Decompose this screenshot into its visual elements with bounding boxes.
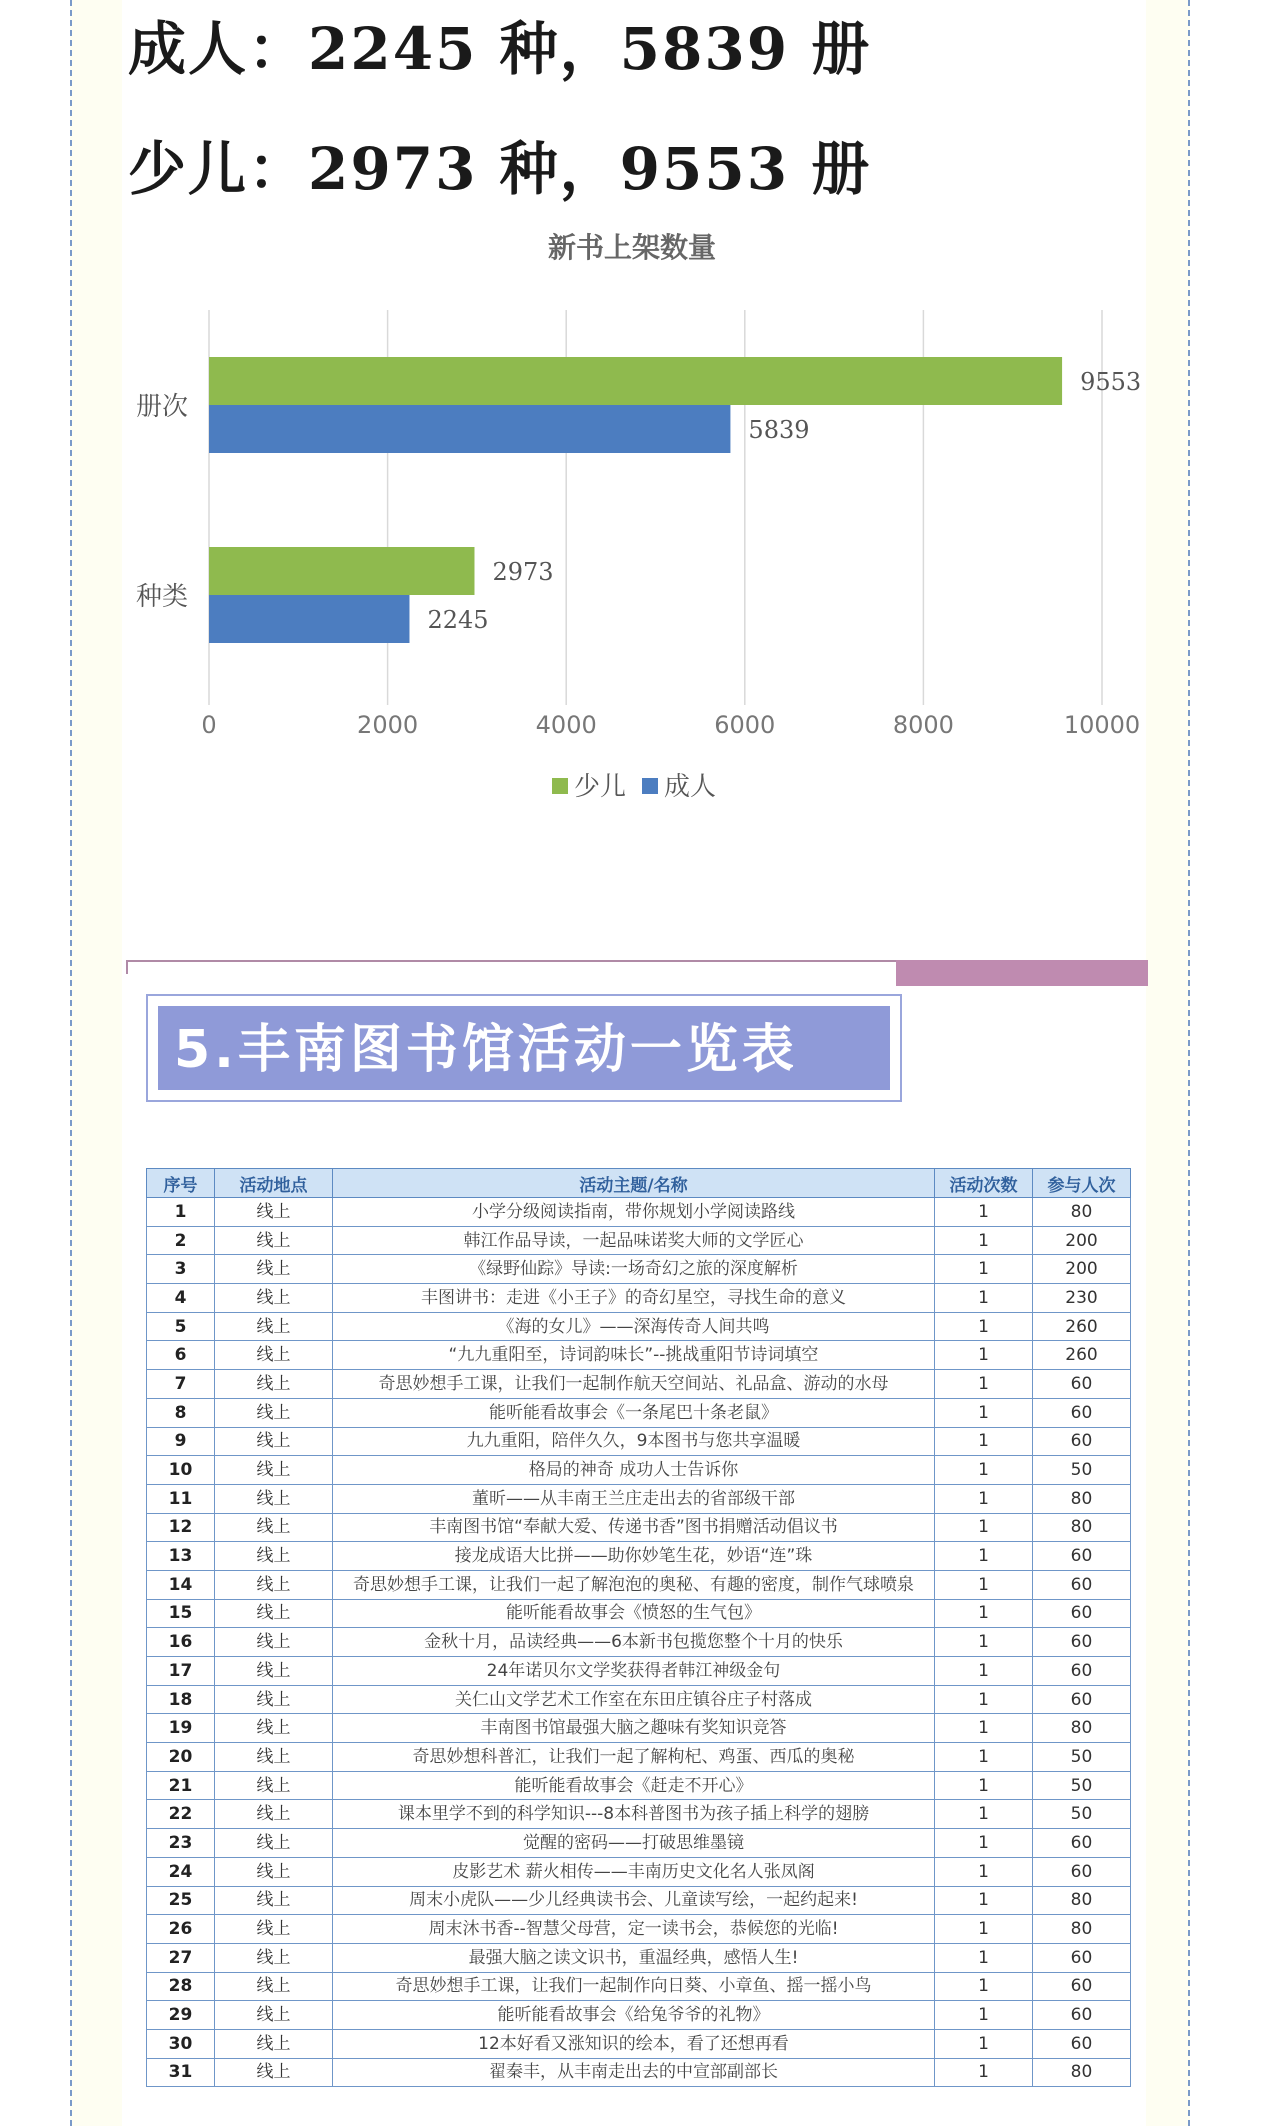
chart-title: 新书上架数量 xyxy=(547,231,717,264)
row-title: 格局的神奇 成功人士告诉你 xyxy=(333,1456,935,1485)
row-participants: 50 xyxy=(1033,1800,1131,1829)
row-index: 29 xyxy=(147,2001,215,2030)
category-label: 册次 xyxy=(135,392,189,422)
bar xyxy=(209,405,730,453)
row-location: 线上 xyxy=(215,1599,333,1628)
child-summary: 少儿：2973 种，9553 册 xyxy=(128,135,872,203)
header-count: 活动次数 xyxy=(935,1169,1033,1198)
bar xyxy=(209,595,409,643)
row-title: 丰南图书馆最强大脑之趣味有奖知识竞答 xyxy=(333,1714,935,1743)
row-index: 31 xyxy=(147,2058,215,2087)
row-title: 《绿野仙踪》导读:一场奇幻之旅的深度解析 xyxy=(333,1255,935,1284)
table-row xyxy=(147,2001,1131,2030)
row-participants: 60 xyxy=(1033,1943,1131,1972)
row-location: 线上 xyxy=(215,1427,333,1456)
row-title: 能听能看故事会《给兔爷爷的礼物》 xyxy=(333,2001,935,2030)
table-row xyxy=(147,2029,1131,2058)
row-location: 线上 xyxy=(215,1284,333,1313)
table-row xyxy=(147,1972,1131,2001)
table-row xyxy=(147,1456,1131,1485)
row-count: 1 xyxy=(935,1943,1033,1972)
row-participants: 60 xyxy=(1033,1857,1131,1886)
table-row xyxy=(147,1800,1131,1829)
row-index: 24 xyxy=(147,1857,215,1886)
header-title: 活动主题/名称 xyxy=(333,1169,935,1198)
row-location: 线上 xyxy=(215,1341,333,1370)
row-title: 周末沐书香--智慧父母营，定一读书会，恭候您的光临! xyxy=(333,1915,935,1944)
row-location: 线上 xyxy=(215,1628,333,1657)
row-participants: 60 xyxy=(1033,1570,1131,1599)
row-participants: 60 xyxy=(1033,1628,1131,1657)
row-index: 12 xyxy=(147,1513,215,1542)
row-count: 1 xyxy=(935,1570,1033,1599)
legend-swatch xyxy=(642,778,658,794)
row-title: 奇思妙想手工课，让我们一起制作向日葵、小章鱼、摇一摇小鸟 xyxy=(333,1972,935,2001)
row-title: 奇思妙想手工课，让我们一起了解泡泡的奥秘、有趣的密度，制作气球喷泉 xyxy=(333,1570,935,1599)
row-count: 1 xyxy=(935,1370,1033,1399)
row-location: 线上 xyxy=(215,2029,333,2058)
x-tick-label: 4000 xyxy=(535,711,597,739)
row-index: 3 xyxy=(147,1255,215,1284)
header-participants: 参与人次 xyxy=(1033,1169,1131,1198)
table-row xyxy=(147,1284,1131,1313)
bar xyxy=(209,357,1062,405)
row-index: 1 xyxy=(147,1198,215,1227)
row-participants: 60 xyxy=(1033,1829,1131,1858)
row-count: 1 xyxy=(935,1226,1033,1255)
row-participants: 60 xyxy=(1033,1370,1131,1399)
legend-swatch xyxy=(552,778,568,794)
row-location: 线上 xyxy=(215,1370,333,1399)
table-row xyxy=(147,1226,1131,1255)
row-count: 1 xyxy=(935,1341,1033,1370)
row-participants: 200 xyxy=(1033,1255,1131,1284)
row-location: 线上 xyxy=(215,1657,333,1686)
row-title: 最强大脑之读文识书，重温经典，感悟人生! xyxy=(333,1943,935,1972)
table-row xyxy=(147,1829,1131,1858)
table-row xyxy=(147,1657,1131,1686)
row-index: 22 xyxy=(147,1800,215,1829)
table-row xyxy=(147,1943,1131,1972)
row-index: 7 xyxy=(147,1370,215,1399)
row-title: 丰南图书馆“奉献大爱、传递书香”图书捐赠活动倡议书 xyxy=(333,1513,935,1542)
row-count: 1 xyxy=(935,1771,1033,1800)
row-participants: 260 xyxy=(1033,1341,1131,1370)
row-count: 1 xyxy=(935,2058,1033,2087)
row-count: 1 xyxy=(935,1743,1033,1772)
row-participants: 260 xyxy=(1033,1312,1131,1341)
row-count: 1 xyxy=(935,1484,1033,1513)
row-title: 周末小虎队——少儿经典读书会、儿童读写绘，一起约起来! xyxy=(333,1886,935,1915)
row-location: 线上 xyxy=(215,1800,333,1829)
section-divider-bar xyxy=(896,960,1148,986)
row-index: 14 xyxy=(147,1570,215,1599)
row-title: 能听能看故事会《愤怒的生气包》 xyxy=(333,1599,935,1628)
row-participants: 80 xyxy=(1033,1915,1131,1944)
table-row xyxy=(147,1312,1131,1341)
row-title: 奇思妙想科普汇，让我们一起了解枸杞、鸡蛋、西瓜的奥秘 xyxy=(333,1743,935,1772)
row-index: 16 xyxy=(147,1628,215,1657)
adult-summary: 成人：2245 种，5839 册 xyxy=(128,15,872,83)
table-row xyxy=(147,1255,1131,1284)
row-location: 线上 xyxy=(215,1886,333,1915)
row-title: 能听能看故事会《一条尾巴十条老鼠》 xyxy=(333,1398,935,1427)
row-location: 线上 xyxy=(215,2001,333,2030)
row-participants: 60 xyxy=(1033,1657,1131,1686)
row-participants: 80 xyxy=(1033,1714,1131,1743)
row-index: 25 xyxy=(147,1886,215,1915)
row-title: 皮影艺术 薪火相传——丰南历史文化名人张凤阁 xyxy=(333,1857,935,1886)
data-label: 9553 xyxy=(1080,368,1142,396)
row-count: 1 xyxy=(935,1599,1033,1628)
row-index: 19 xyxy=(147,1714,215,1743)
row-participants: 80 xyxy=(1033,1513,1131,1542)
table-row xyxy=(147,1570,1131,1599)
table-row xyxy=(147,1857,1131,1886)
row-count: 1 xyxy=(935,1198,1033,1227)
row-count: 1 xyxy=(935,1685,1033,1714)
row-count: 1 xyxy=(935,1857,1033,1886)
table-header-row xyxy=(147,1169,1131,1198)
row-participants: 50 xyxy=(1033,1771,1131,1800)
row-title: 丰图讲书：走进《小王子》的奇幻星空，寻找生命的意义 xyxy=(333,1284,935,1313)
row-count: 1 xyxy=(935,1284,1033,1313)
row-participants: 60 xyxy=(1033,1427,1131,1456)
table-row xyxy=(147,1370,1131,1399)
row-location: 线上 xyxy=(215,1943,333,1972)
section-heading-box xyxy=(146,994,902,1102)
row-participants: 200 xyxy=(1033,1226,1131,1255)
row-title: 接龙成语大比拼——助你妙笔生花，妙语“连”珠 xyxy=(333,1542,935,1571)
header-location: 活动地点 xyxy=(215,1169,333,1198)
row-participants: 60 xyxy=(1033,1542,1131,1571)
row-index: 26 xyxy=(147,1915,215,1944)
row-participants: 60 xyxy=(1033,1972,1131,2001)
row-title: 《海的女儿》——深海传奇人间共鸣 xyxy=(333,1312,935,1341)
row-title: 课本里学不到的科学知识---8本科普图书为孩子插上科学的翅膀 xyxy=(333,1800,935,1829)
table-row xyxy=(147,2058,1131,2087)
row-title: 金秋十月，品读经典——6本新书包揽您整个十月的快乐 xyxy=(333,1628,935,1657)
x-tick-label: 6000 xyxy=(714,711,776,739)
row-location: 线上 xyxy=(215,1456,333,1485)
row-index: 9 xyxy=(147,1427,215,1456)
row-index: 8 xyxy=(147,1398,215,1427)
table-row xyxy=(147,1714,1131,1743)
row-index: 2 xyxy=(147,1226,215,1255)
row-location: 线上 xyxy=(215,1857,333,1886)
row-location: 线上 xyxy=(215,1714,333,1743)
bar xyxy=(209,547,474,595)
row-index: 27 xyxy=(147,1943,215,1972)
table-row xyxy=(147,1484,1131,1513)
table-row xyxy=(147,1513,1131,1542)
table-row xyxy=(147,1599,1131,1628)
row-participants: 60 xyxy=(1033,1398,1131,1427)
row-index: 13 xyxy=(147,1542,215,1571)
row-index: 6 xyxy=(147,1341,215,1370)
table-row xyxy=(147,1427,1131,1456)
row-count: 1 xyxy=(935,1398,1033,1427)
row-title: 九九重阳，陪伴久久，9本图书与您共享温暖 xyxy=(333,1427,935,1456)
row-index: 23 xyxy=(147,1829,215,1858)
row-location: 线上 xyxy=(215,1513,333,1542)
row-count: 1 xyxy=(935,1456,1033,1485)
row-title: 24年诺贝尔文学奖获得者韩江神级金句 xyxy=(333,1657,935,1686)
section-divider-line xyxy=(126,960,896,974)
row-participants: 60 xyxy=(1033,2029,1131,2058)
table-row xyxy=(147,1743,1131,1772)
row-title: 关仁山文学艺术工作室在东田庄镇谷庄子村落成 xyxy=(333,1685,935,1714)
legend-label: 少儿 xyxy=(574,772,627,802)
row-count: 1 xyxy=(935,2001,1033,2030)
row-index: 17 xyxy=(147,1657,215,1686)
row-participants: 50 xyxy=(1033,1456,1131,1485)
row-count: 1 xyxy=(935,1800,1033,1829)
row-location: 线上 xyxy=(215,1255,333,1284)
row-title: “九九重阳至，诗词韵味长”--挑战重阳节诗词填空 xyxy=(333,1341,935,1370)
row-location: 线上 xyxy=(215,1570,333,1599)
row-index: 15 xyxy=(147,1599,215,1628)
table-row xyxy=(147,1341,1131,1370)
data-label: 2245 xyxy=(427,606,489,634)
row-location: 线上 xyxy=(215,1685,333,1714)
table-row xyxy=(147,1542,1131,1571)
row-participants: 50 xyxy=(1033,1743,1131,1772)
row-location: 线上 xyxy=(215,1771,333,1800)
header-index: 序号 xyxy=(147,1169,215,1198)
row-title: 翟秦丰，从丰南走出去的中宣部副部长 xyxy=(333,2058,935,2087)
table-row xyxy=(147,1685,1131,1714)
row-title: 能听能看故事会《赶走不开心》 xyxy=(333,1771,935,1800)
row-index: 30 xyxy=(147,2029,215,2058)
table-row xyxy=(147,1198,1131,1227)
row-location: 线上 xyxy=(215,1542,333,1571)
row-location: 线上 xyxy=(215,1398,333,1427)
activity-table xyxy=(146,1168,1131,2087)
row-count: 1 xyxy=(935,1829,1033,1858)
data-label: 2973 xyxy=(492,558,554,586)
row-count: 1 xyxy=(935,1972,1033,2001)
table-row xyxy=(147,1771,1131,1800)
row-index: 18 xyxy=(147,1685,215,1714)
row-participants: 80 xyxy=(1033,1886,1131,1915)
row-count: 1 xyxy=(935,1542,1033,1571)
row-count: 1 xyxy=(935,1886,1033,1915)
row-participants: 230 xyxy=(1033,1284,1131,1313)
x-tick-label: 10000 xyxy=(1063,711,1141,739)
row-index: 28 xyxy=(147,1972,215,2001)
row-index: 21 xyxy=(147,1771,215,1800)
row-location: 线上 xyxy=(215,1312,333,1341)
section-title: 5.丰南图书馆活动一览表 xyxy=(158,1006,890,1090)
x-tick-label: 2000 xyxy=(357,711,419,739)
row-count: 1 xyxy=(935,1312,1033,1341)
row-count: 1 xyxy=(935,1255,1033,1284)
table-row xyxy=(147,1915,1131,1944)
row-index: 11 xyxy=(147,1484,215,1513)
row-participants: 80 xyxy=(1033,2058,1131,2087)
row-location: 线上 xyxy=(215,1829,333,1858)
table-row xyxy=(147,1628,1131,1657)
row-count: 1 xyxy=(935,1513,1033,1542)
row-index: 10 xyxy=(147,1456,215,1485)
category-label: 种类 xyxy=(135,582,189,612)
row-title: 董昕——从丰南王兰庄走出去的省部级干部 xyxy=(333,1484,935,1513)
x-tick-label: 8000 xyxy=(892,711,954,739)
row-participants: 60 xyxy=(1033,1599,1131,1628)
row-participants: 60 xyxy=(1033,1685,1131,1714)
row-count: 1 xyxy=(935,1657,1033,1686)
row-title: 12本好看又涨知识的绘本，看了还想再看 xyxy=(333,2029,935,2058)
table-row xyxy=(147,1886,1131,1915)
row-index: 4 xyxy=(147,1284,215,1313)
row-location: 线上 xyxy=(215,1915,333,1944)
row-count: 1 xyxy=(935,2029,1033,2058)
new-books-chart xyxy=(122,215,1142,815)
legend-label: 成人 xyxy=(664,772,717,802)
data-label: 5839 xyxy=(748,416,810,444)
row-location: 线上 xyxy=(215,1484,333,1513)
row-count: 1 xyxy=(935,1915,1033,1944)
row-index: 20 xyxy=(147,1743,215,1772)
row-count: 1 xyxy=(935,1628,1033,1657)
row-title: 小学分级阅读指南，带你规划小学阅读路线 xyxy=(333,1198,935,1227)
row-location: 线上 xyxy=(215,1743,333,1772)
row-title: 觉醒的密码——打破思维墨镜 xyxy=(333,1829,935,1858)
row-participants: 80 xyxy=(1033,1484,1131,1513)
row-count: 1 xyxy=(935,1714,1033,1743)
row-index: 5 xyxy=(147,1312,215,1341)
x-tick-label: 0 xyxy=(201,711,217,739)
row-location: 线上 xyxy=(215,2058,333,2087)
row-count: 1 xyxy=(935,1427,1033,1456)
row-participants: 60 xyxy=(1033,2001,1131,2030)
row-participants: 80 xyxy=(1033,1198,1131,1227)
row-title: 奇思妙想手工课，让我们一起制作航天空间站、礼品盒、游动的水母 xyxy=(333,1370,935,1399)
row-location: 线上 xyxy=(215,1226,333,1255)
row-title: 韩江作品导读，一起品味诺奖大师的文学匠心 xyxy=(333,1226,935,1255)
row-location: 线上 xyxy=(215,1972,333,2001)
row-location: 线上 xyxy=(215,1198,333,1227)
table-row xyxy=(147,1398,1131,1427)
